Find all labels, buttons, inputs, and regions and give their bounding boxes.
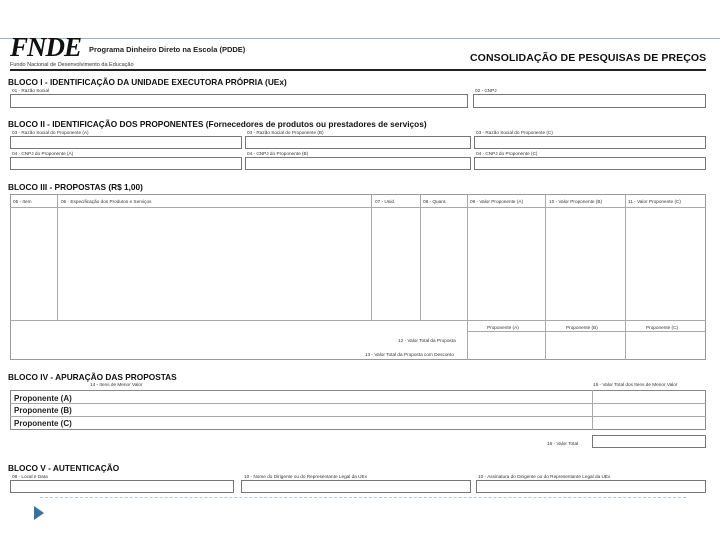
cnpj-a-field[interactable] (10, 157, 242, 170)
table-body-rule (10, 320, 706, 321)
col-header-valor-a: 09 - Valor Proponente (A) (470, 199, 524, 204)
label-cnpj-c: 04 - CNPJ do Proponente (C) (476, 151, 538, 156)
bloco1-title: BLOCO I - IDENTIFICAÇÃO DA UNIDADE EXECUTORA PRÓPRIA (UEx) (8, 77, 287, 87)
col-header-especificacao: 06 - Especificação dos Produtos e Serviços (61, 199, 152, 204)
bloco5-title: BLOCO V - AUTENTICAÇÃO (8, 463, 120, 473)
label-cnpj-b: 04 - CNPJ do Proponente (B) (247, 151, 309, 156)
row-divider (10, 416, 706, 417)
col-header-valor-c: 11 - Valor Proponente (C) (628, 199, 681, 204)
assinatura-field[interactable] (476, 480, 706, 493)
razao-b-field[interactable] (245, 136, 471, 149)
label-valor-total-desconto: 13 - Valor Total da Proposta com Desconto (365, 352, 454, 357)
label-razao-c: 03 - Razão Social do Proponente (C) (476, 130, 553, 135)
proposals-table (10, 194, 706, 360)
col-divider (371, 194, 372, 320)
field-label-razao-social: 01 - Razão Social (12, 88, 49, 93)
label-valor-total-itens: 15 - Valor Total dos Itens de Menor Valor (593, 382, 678, 387)
label-valor-total: 16 - Valor Total (547, 441, 579, 446)
apuracao-row-a: Proponente (A) (14, 394, 72, 403)
col-header-item: 05 - Item (13, 199, 32, 204)
cnpj-field[interactable] (473, 94, 706, 108)
col-divider (592, 390, 593, 430)
local-data-field[interactable] (10, 480, 234, 493)
bloco3-title: BLOCO III - PROPOSTAS (R$ 1,00) (8, 182, 143, 192)
valor-total-field[interactable] (592, 435, 706, 448)
apuracao-row-c: Proponente (C) (14, 419, 72, 428)
totals-rule (467, 331, 706, 332)
field-label-cnpj: 02 - CNPJ (475, 88, 497, 93)
total-header-b: Proponente (B) (566, 325, 598, 330)
razao-social-field[interactable] (10, 94, 468, 108)
col-divider (57, 194, 58, 320)
razao-a-field[interactable] (10, 136, 242, 149)
razao-c-field[interactable] (474, 136, 706, 149)
program-name: Programa Dinheiro Direto na Escola (PDDE) (89, 45, 246, 54)
top-separator (0, 38, 720, 39)
bloco4-title: BLOCO IV - APURAÇÃO DAS PROPOSTAS (8, 372, 177, 382)
label-razao-b: 03 - Razão Social do Proponente (B) (247, 130, 324, 135)
table-header-rule (10, 207, 706, 208)
cnpj-b-field[interactable] (245, 157, 471, 170)
label-valor-total-proposta: 12 - Valor Total da Proposta (398, 338, 456, 343)
header-rule (10, 69, 706, 71)
label-razao-a: 03 - Razão Social do Proponente (A) (12, 130, 89, 135)
label-cnpj-a: 04 - CNPJ do Proponente (A) (12, 151, 74, 156)
col-divider (625, 194, 626, 360)
col-header-unid: 07 - Unid. (375, 199, 396, 204)
col-header-valor-b: 10 - Valor Proponente (B) (549, 199, 603, 204)
apuracao-row-b: Proponente (B) (14, 406, 72, 415)
row-divider (10, 403, 706, 404)
col-divider (420, 194, 421, 320)
nome-dirigente-field[interactable] (241, 480, 471, 493)
triangle-right-icon[interactable] (34, 506, 44, 520)
label-itens-menor-valor: 14 - Itens de Menor Valor (90, 382, 143, 387)
logo-subtitle: Fundo Nacional de Desenvolvimento da Educação (10, 62, 134, 68)
cnpj-c-field[interactable] (474, 157, 706, 170)
col-divider (545, 194, 546, 360)
label-nome-dirigente: 10 - Nome do Dirigente ou do Representante Legal da UEx (244, 474, 367, 479)
total-header-c: Proponente (C) (646, 325, 679, 330)
col-header-quant: 08 - Quant. (423, 199, 447, 204)
apuracao-table (10, 390, 706, 430)
col-divider (467, 194, 468, 360)
bottom-separator (40, 497, 686, 498)
fnde-logo: FNDE (10, 32, 82, 62)
total-header-a: Proponente (A) (487, 325, 519, 330)
label-assinatura-dirigente: 10 - Assinatura do Dirigente ou do Representante Legal da UEx (478, 474, 611, 479)
label-local-data: 08 - Local e Data (12, 474, 48, 479)
page-title: CONSOLIDAÇÃO DE PESQUISAS DE PREÇOS (470, 52, 707, 64)
bloco2-title: BLOCO II - IDENTIFICAÇÃO DOS PROPONENTES (Fornecedores de produtos ou prestadores de serviços) (8, 119, 427, 129)
